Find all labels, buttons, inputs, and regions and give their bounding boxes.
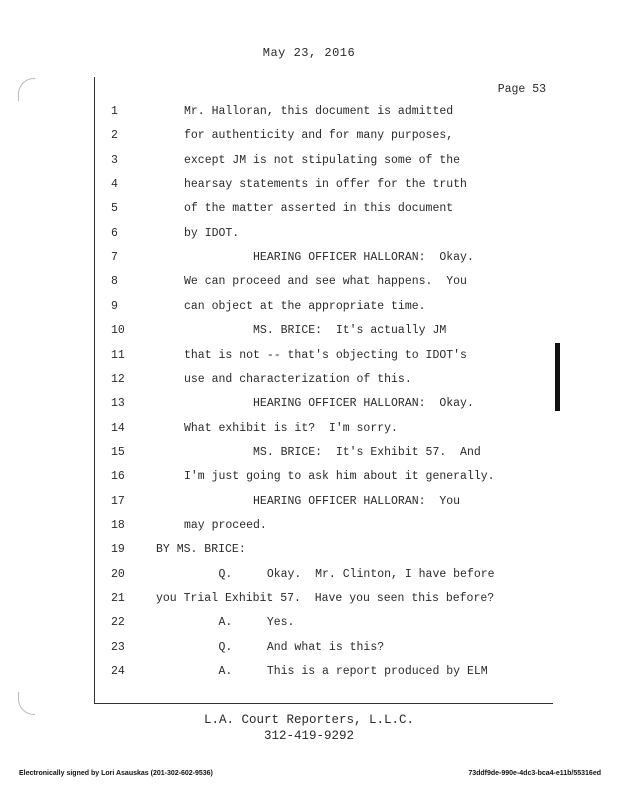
line-number: 23	[111, 640, 125, 654]
line-text: of the matter asserted in this document	[184, 202, 454, 216]
punch-hole-mark-top	[18, 78, 35, 101]
line-text: Mr. Halloran, this document is admitted	[184, 105, 454, 118]
line-text: Q. And what is this?	[184, 640, 385, 654]
punch-hole-mark-bottom	[18, 692, 35, 715]
line-number: 9	[111, 299, 118, 313]
line-number: 8	[111, 275, 118, 289]
line-text: use and characterization of this.	[184, 372, 412, 386]
line-text: hearsay statements in offer for the truth	[184, 178, 467, 192]
page-number: Page 53	[497, 83, 546, 96]
line-number: 1	[111, 105, 118, 118]
line-number: 13	[111, 397, 125, 411]
footer-company: L.A. Court Reporters, L.L.C.	[203, 713, 415, 727]
line-number: 12	[111, 372, 125, 386]
line-number: 15	[111, 445, 125, 459]
line-text: A. Yes.	[184, 616, 295, 630]
line-number: 10	[111, 324, 125, 338]
line-number: 20	[111, 567, 125, 581]
line-number: 4	[111, 178, 118, 192]
line-text: BY MS. BRICE:	[156, 543, 246, 557]
line-number: 5	[111, 202, 118, 216]
header-date: May 23, 2016	[262, 46, 356, 60]
line-text: Q. Okay. Mr. Clinton, I have before	[184, 567, 495, 581]
line-number: 16	[111, 470, 125, 484]
line-text: that is not -- that's objecting to IDOT's	[184, 348, 467, 362]
line-text: I'm just going to ask him about it generally.	[184, 470, 495, 484]
line-text: HEARING OFFICER HALLORAN: Okay.	[184, 251, 474, 265]
line-text: A. This is a report produced by ELM	[184, 665, 488, 679]
line-number: 2	[111, 129, 118, 143]
line-number: 7	[111, 251, 118, 265]
line-text: MS. BRICE: It's Exhibit 57. And	[184, 445, 481, 459]
line-text: HEARING OFFICER HALLORAN: You	[184, 494, 461, 508]
transcript-page-frame	[94, 77, 553, 704]
line-number: 17	[111, 494, 125, 508]
line-text: What exhibit is it? I'm sorry.	[184, 421, 398, 435]
line-number: 19	[111, 543, 125, 557]
line-text: you Trial Exhibit 57. Have you seen this before?	[156, 592, 495, 605]
line-text: We can proceed and see what happens. You	[184, 275, 467, 289]
line-number: 6	[111, 226, 118, 240]
margin-change-bar	[555, 343, 560, 411]
footer-phone: 312-419-9292	[263, 729, 354, 743]
line-number: 3	[111, 153, 118, 167]
line-text: can object at the appropriate time.	[184, 299, 426, 313]
document-hash: 73ddf9de-990e-4dc3-bca4-e11b/55316ed	[468, 770, 601, 777]
line-number: 18	[111, 518, 125, 532]
line-number: 22	[111, 616, 125, 630]
electronic-signature: Electronically signed by Lori Asauskas (201-302-602-9536)	[19, 770, 213, 777]
line-text: may proceed.	[184, 518, 267, 532]
line-number: 14	[111, 421, 125, 435]
line-text: by IDOT.	[184, 226, 240, 240]
line-number: 24	[111, 665, 125, 679]
line-text: for authenticity and for many purposes,	[184, 129, 454, 143]
line-text: HEARING OFFICER HALLORAN: Okay.	[184, 397, 474, 411]
line-number: 21	[111, 592, 125, 605]
line-number: 11	[111, 348, 125, 362]
line-text: MS. BRICE: It's actually JM	[184, 324, 447, 338]
line-text: except JM is not stipulating some of the	[184, 153, 461, 167]
